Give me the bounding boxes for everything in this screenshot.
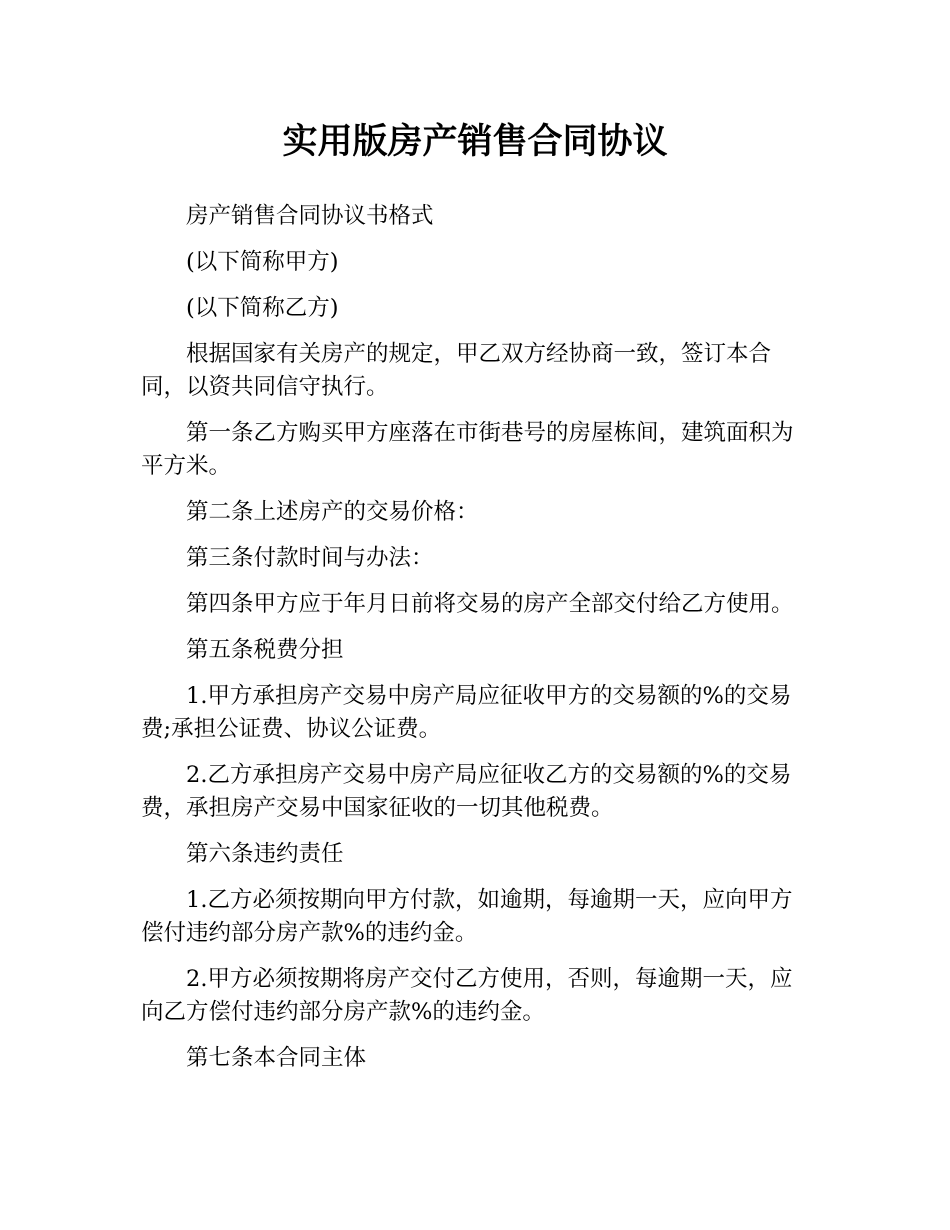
paragraph-party-a: (以下简称甲方): [186, 249, 339, 275]
paragraph-article-3: 第三条付款时间与办法：: [186, 545, 434, 571]
paragraph-article-7: 第七条本合同主体: [186, 1045, 367, 1071]
paragraph-article-2: 第二条上述房产的交易价格：: [186, 499, 479, 525]
paragraph-article-1: 第一条乙方购买甲方座落在市街巷号的房屋栋间，建筑面积为平方米。: [141, 420, 794, 479]
paragraph-article-6-item-2: 2.甲方必须按期将房产交付乙方使用，否则，每逾期一天，应向乙方偿付违约部分房产款%的违约金。: [141, 966, 793, 1025]
paragraph-article-5-item-1: 1.甲方承担房产交易中房产局应征收甲方的交易额的%的交易费;承担公证费、协议公证费。: [141, 683, 792, 742]
document-title: 实用版房产销售合同协议: [282, 122, 668, 162]
paragraph-article-4: 第四条甲方应于年月日前将交易的房产全部交付给乙方使用。: [186, 591, 794, 617]
paragraph-heading-format: 房产销售合同协议书格式: [186, 203, 434, 229]
paragraph-preamble: 根据国家有关房产的规定，甲乙双方经协商一致，签订本合同，以资共同信守执行。: [141, 341, 772, 400]
paragraph-party-b: (以下简称乙方): [186, 295, 339, 321]
paragraph-article-5-item-2: 2.乙方承担房产交易中房产局应征收乙方的交易额的%的交易费，承担房产交易中国家征收的一切其他税费。: [141, 762, 792, 821]
paragraph-article-5: 第五条税费分担: [186, 637, 344, 663]
paragraph-article-6: 第六条违约责任: [186, 841, 344, 867]
document-body: [141, 200, 807, 1088]
paragraph-article-6-item-1: 1.乙方必须按期向甲方付款，如逾期，每逾期一天，应向甲方偿付违约部分房产款%的违约金。: [141, 887, 793, 946]
